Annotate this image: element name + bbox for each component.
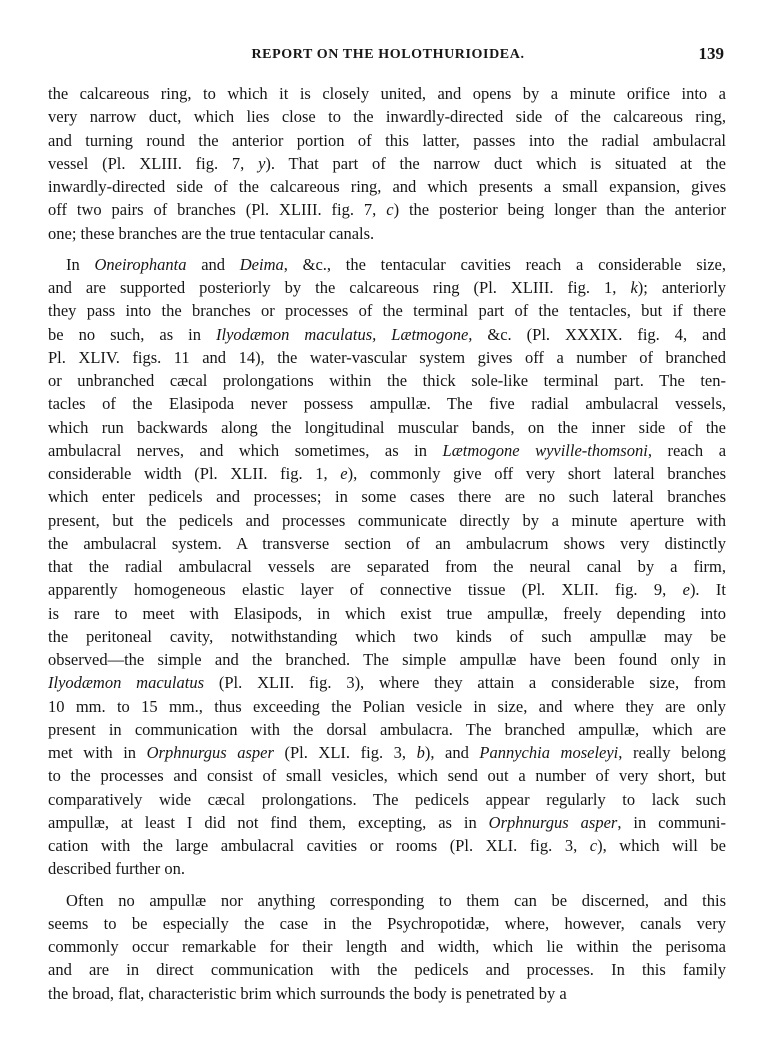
text-line [48,175,726,198]
text-run: off two pairs of branches (Pl. XLIII. fig. 7, [48,200,387,220]
text-run: which run backwards along the longitudinal muscular bands, on the inner side of the [48,417,726,437]
text-run: considerable width (Pl. XLII. fig. 1, [48,464,341,483]
paragraph [48,253,726,881]
text-line [48,346,726,369]
text-run: ). That part of the narrow duct which is situated at the [265,153,726,173]
paragraph [48,82,726,245]
text-line [48,129,726,152]
italic-text: Ilyodæmon maculatus, Lætmogone, [216,324,473,344]
paragraph-gap [48,881,726,889]
text-line [48,695,726,718]
text-run: present, but the pedicels and processes communicate directly by a minute aperture with [48,510,726,530]
italic-text: c [386,200,394,220]
italic-text: y [258,153,266,173]
text-run: , really belong [618,743,726,762]
text-run: the ambulacral system. A transverse section of an ambulacrum shows very distinctly [48,533,726,553]
text-run: ). It [689,580,727,600]
text-line [48,625,726,648]
italic-text: Orphnurgus asper [146,743,274,762]
body-text [48,82,726,1005]
text-run: In [66,254,95,274]
text-line [48,958,726,981]
text-line [48,299,726,322]
text-run: ), commonly give off very short lateral branches [347,464,727,483]
text-run: seems to be especially the case in the Psychropotidæ, where, however, canals very [48,913,726,933]
text-run: described further on. [48,859,185,879]
text-run: 10 mm. to 15 mm., thus exceeding the Polian vesicle in size, and where they are only [48,696,726,716]
text-line [48,276,726,299]
italic-text: Oneirophanta [94,254,187,274]
text-run: and [186,254,240,274]
italic-text: k [630,278,638,297]
paragraph [48,889,726,1005]
text-run: (Pl. XLI. fig. 3, [273,743,417,762]
text-line [48,912,726,935]
text-line [48,834,726,857]
italic-text: Deima [239,254,284,274]
text-run: tacles of the Elasipoda never possess ampullæ. The five radial ambulacral vessels, [48,394,726,414]
text-run: ) the posterior being longer than the anterior [393,200,726,220]
text-line [48,152,726,175]
text-run: ); anteriorly [637,278,727,297]
text-run: and turning round the anterior portion of this latter, passes into the radial ambulacral [48,130,726,150]
text-line [48,462,726,485]
text-line [48,718,726,741]
text-run: the calcareous ring, to which it is closely united, and opens by a minute orifice into a [48,84,726,103]
text-run: vessel (Pl. XLIII. fig. 7, [48,153,259,173]
text-run: apparently homogeneous elastic layer of connective tissue (Pl. XLII. fig. 9, [48,580,683,600]
text-line [48,741,726,764]
text-line [48,222,726,245]
text-run: is rare to meet with Elasipods, in which exist true ampullæ, freely depending into [48,603,726,623]
text-run: Pl. XLIV. figs. 11 and 14), the water-vascular system gives off a number of branched [48,347,726,367]
text-line [48,982,726,1005]
text-line [48,485,726,508]
text-line [48,578,726,601]
text-run: , reach a [647,440,727,460]
italic-text: Orphnurgus asper [488,812,618,832]
text-run: ampullæ, at least I did not find them, excepting, as in [48,812,489,832]
text-line [48,671,726,694]
text-line [48,323,726,346]
text-line [48,439,726,462]
text-run: comparatively wide cæcal prolongations. The pedicels appear regularly to lack such [48,789,726,809]
text-line [48,648,726,671]
text-line [48,416,726,439]
italic-text: c [589,836,598,855]
italic-text: Pannychia moseleyi [479,743,619,762]
text-run: and are in direct communication with the pedicels and processes. In this family [48,960,726,980]
text-run: or unbranched cæcal prolongations within the thick sole-like terminal part. The ten- [48,371,726,390]
text-run: ), which will be [597,836,726,855]
italic-text: e [340,464,348,483]
text-run: , &c., the tentacular cavities reach a considerable size, [283,254,726,274]
text-run: , in communi- [617,812,727,832]
text-run: cation with the large ambulacral cavities or rooms (Pl. XLI. fig. 3, [48,836,590,855]
text-line [48,369,726,392]
text-run: present in communication with the dorsal ambulacra. The branched ampullæ, which are [48,719,726,739]
text-line [48,82,726,105]
running-title: REPORT ON THE HOLOTHURIOIDEA. [251,47,525,62]
text-run: to the processes and consist of small vesicles, which send out a number of very short, but [48,766,726,786]
text-run: met with in [48,743,147,762]
italic-text: b [416,743,425,762]
text-run: observed—the simple and the branched. The simple ampullæ have been found only in [48,650,726,669]
italic-text: e [682,580,690,600]
text-run: commonly occur remarkable for their length and width, which lie within the perisoma [48,937,726,956]
text-line [48,889,726,912]
text-line [48,392,726,415]
text-line [48,811,726,834]
text-line [48,935,726,958]
text-line [48,198,726,221]
text-run: Often no ampullæ nor anything corresponding to them can be discerned, and this [66,890,726,910]
text-line [48,105,726,128]
text-run: that the radial ambulacral vessels are separated from the neural canal by a firm, [48,557,726,576]
page-number: 139 [698,44,724,63]
text-run: they pass into the branches or processes of the terminal part of the tentacles, but if there [48,301,726,321]
text-line [48,532,726,555]
italic-text: Lætmogone wyville-thomsoni [442,440,648,460]
italic-text: Ilyodæmon maculatus [48,673,204,693]
text-line [48,253,726,276]
paragraph-gap [48,245,726,253]
text-line [48,555,726,578]
page-header [50,44,726,68]
text-run: be no such, as in [48,324,216,344]
text-line [48,788,726,811]
text-line [48,857,726,880]
text-run: ambulacral nerves, and which sometimes, as in [48,440,443,460]
text-run: ), and [424,743,480,762]
text-run: inwardly-directed side of the calcareous ring, and which presents a small expansion, gives [48,177,726,196]
text-run: (Pl. XLII. fig. 3), where they attain a considerable size, from [204,673,726,693]
text-run: one; these branches are the true tentacular canals. [48,223,375,243]
text-run: and are supported posteriorly by the calcareous ring (Pl. XLIII. fig. 1, [48,278,631,297]
text-run: very narrow duct, which lies close to the inwardly-directed side of the calcareous ring, [48,107,726,127]
text-run: the broad, flat, characteristic brim which surrounds the body is penetrated by a [48,983,567,1003]
text-run: the peritoneal cavity, notwithstanding which two kinds of such ampullæ may be [48,626,726,646]
text-line [48,602,726,625]
text-run: &c. (Pl. XXXIX. fig. 4, and [472,324,726,344]
text-run: which enter pedicels and processes; in some cases there are no such lateral branches [48,487,726,507]
text-line [48,764,726,787]
text-line [48,509,726,532]
